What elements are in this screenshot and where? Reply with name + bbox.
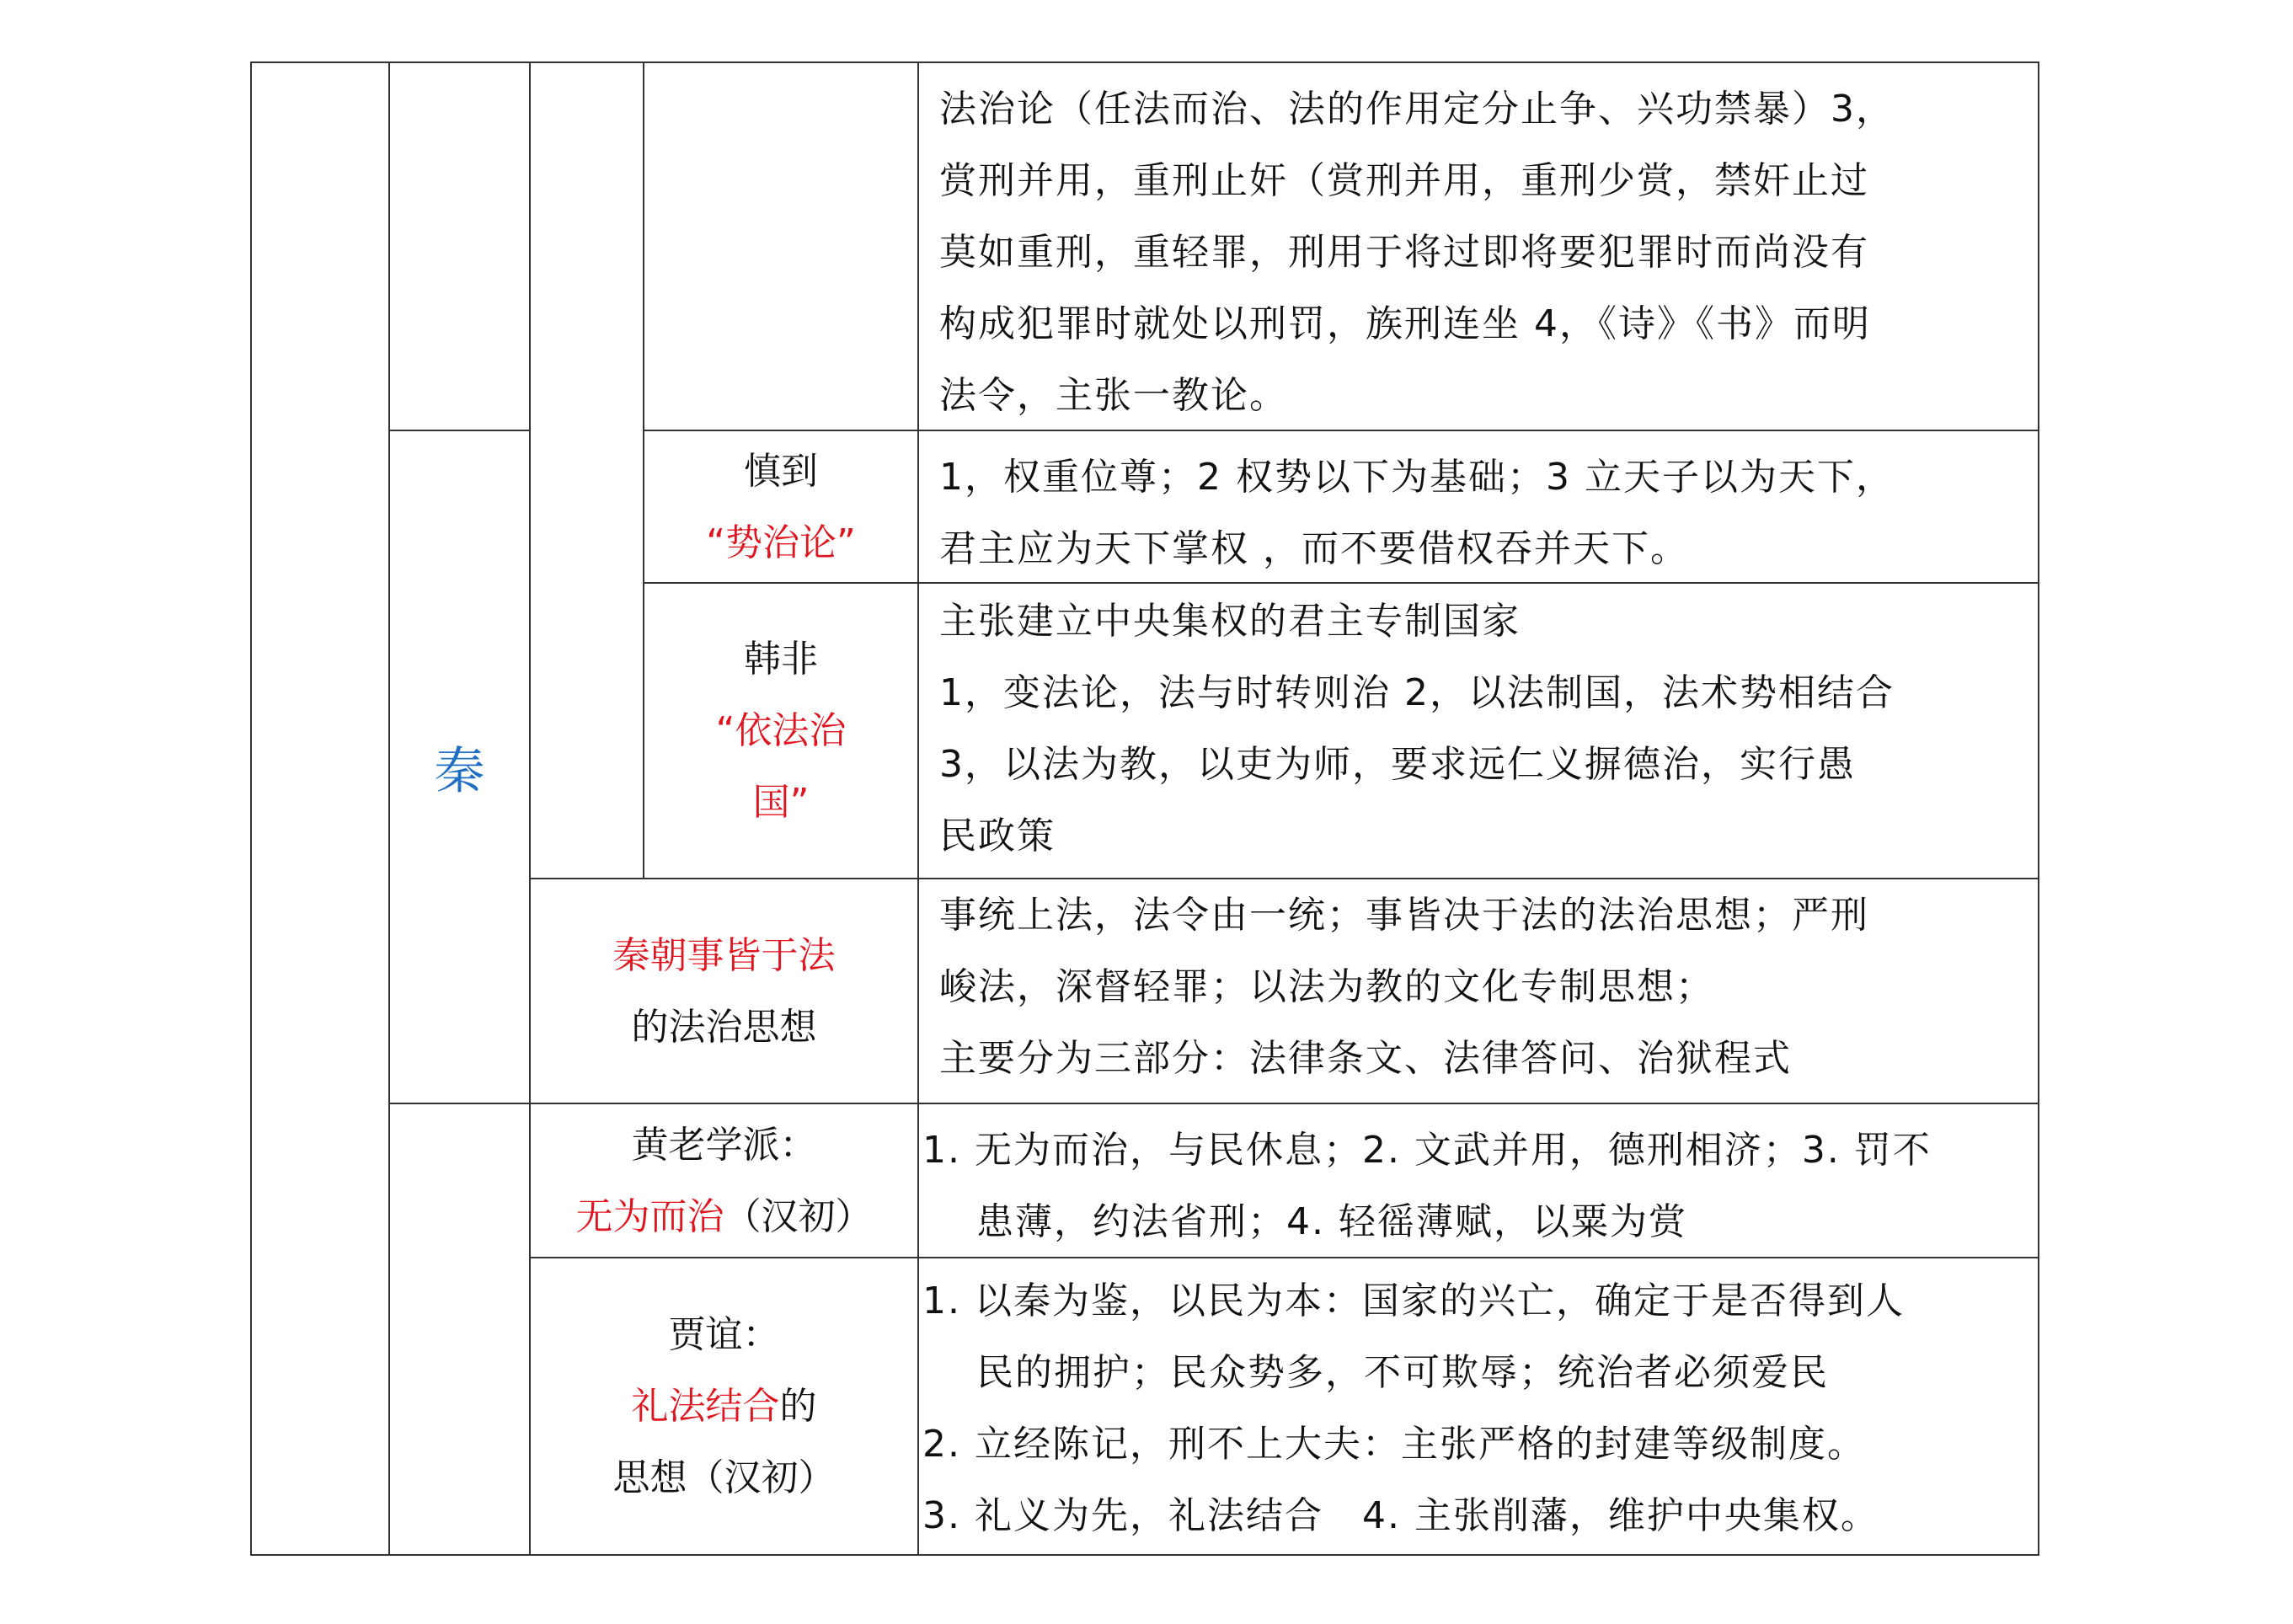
content-line: 1，权重位尊；2 权势以下为基础；3 立天子以为天下， xyxy=(939,456,1895,499)
era-cell-empty xyxy=(250,61,390,1556)
thinker-theory-line2: 国” xyxy=(752,781,810,824)
content-cell-jiayi xyxy=(917,1257,2039,1556)
thinker-theory-line1: “依法治 xyxy=(715,709,847,752)
jiayi-cell xyxy=(529,1257,919,1556)
dynasty-cell-empty-top xyxy=(388,61,531,431)
content-line: 峻法，深督轻罪；以法为教的文化专制思想； xyxy=(939,965,1714,1008)
content-cell-huanglao xyxy=(917,1103,2039,1258)
content-line: 莫如重刑，重轻罪，刑用于将过即将要犯罪时而尚没有 xyxy=(939,231,1869,274)
content-line: 民的拥护；民众势多，不可欺辱；统治者必须爱民 xyxy=(976,1351,1829,1394)
content-line: 2. 立经陈记，刑不上大夫：主张严格的封建等级制度。 xyxy=(922,1423,1866,1466)
content-line: 患薄，约法省刑；4. 轻徭薄赋，以粟为赏 xyxy=(976,1200,1687,1243)
qin-law-thought-cell xyxy=(529,878,919,1104)
thinker-theory-suffix: 的 xyxy=(779,1385,817,1428)
content-line: 主张建立中央集权的君主专制国家 xyxy=(939,600,1521,643)
content-line: 构成犯罪时就处以刑罚，族刑连坐 4，《诗》《书》而明 xyxy=(939,302,1871,345)
thinker-name: 贾谊： xyxy=(668,1313,780,1356)
thinker-cell-empty xyxy=(643,61,919,431)
dynasty-cell-qin xyxy=(388,430,531,1104)
content-cell-shendao xyxy=(917,430,2039,584)
content-line: 法令，主张一教论。 xyxy=(939,374,1288,417)
dynasty-label: 秦 xyxy=(434,741,485,801)
thinker-name: 慎到 xyxy=(744,449,818,493)
content-cell-hanfei xyxy=(917,582,2039,879)
school-name: 黄老学派： xyxy=(631,1123,817,1167)
content-cell-qin-law xyxy=(917,878,2039,1104)
content-line: 3，以法为教，以吏为师，要求远仁义摒德治，实行愚 xyxy=(939,743,1856,786)
content-line: 民政策 xyxy=(939,815,1056,857)
content-line: 1，变法论，法与时转则治 2，以法制国，法术势相结合 xyxy=(939,671,1895,714)
thinker-cell-hanfei xyxy=(643,582,919,879)
qin-law-subtitle: 的法治思想 xyxy=(631,1005,817,1049)
thinker-theory: “势治论” xyxy=(706,521,856,564)
thinker-theory: 礼法结合 xyxy=(631,1385,780,1428)
school-period: （汉初） xyxy=(724,1194,873,1238)
content-line: 法治论（任法而治、法的作用定分止争、兴功禁暴）3， xyxy=(939,88,1895,131)
school-cell-empty xyxy=(529,61,644,879)
content-line: 事统上法，法令由一统；事皆决于法的法治思想；严刑 xyxy=(939,894,1869,937)
huanglao-cell xyxy=(529,1103,919,1258)
content-line: 君主应为天下掌权 ，而不要借权吞并天下。 xyxy=(939,527,1689,570)
thinker-cell-shendao xyxy=(643,430,919,584)
content-cell-shang-yang xyxy=(917,61,2039,431)
content-line: 1. 以秦为鉴，以民为本：国家的兴亡，确定于是否得到人 xyxy=(922,1279,1905,1322)
content-line: 1. 无为而治，与民休息；2. 文武并用，德刑相济；3. 罚不 xyxy=(922,1129,1932,1172)
qin-law-title: 秦朝事皆于法 xyxy=(612,933,836,977)
content-line: 赏刑并用，重刑止奸（赏刑并用，重刑少赏，禁奸止过 xyxy=(939,159,1869,202)
thinker-theory-line3: 思想（汉初） xyxy=(612,1456,836,1499)
content-line: 3. 礼义为先，礼法结合 4. 主张削藩，维护中央集权。 xyxy=(922,1494,1879,1537)
school-theory: 无为而治 xyxy=(575,1194,724,1238)
dynasty-cell-empty-bottom xyxy=(388,1103,531,1556)
thinker-name: 韩非 xyxy=(744,638,818,681)
content-line: 主要分为三部分：法律条文、法律答问、治狱程式 xyxy=(939,1037,1792,1080)
